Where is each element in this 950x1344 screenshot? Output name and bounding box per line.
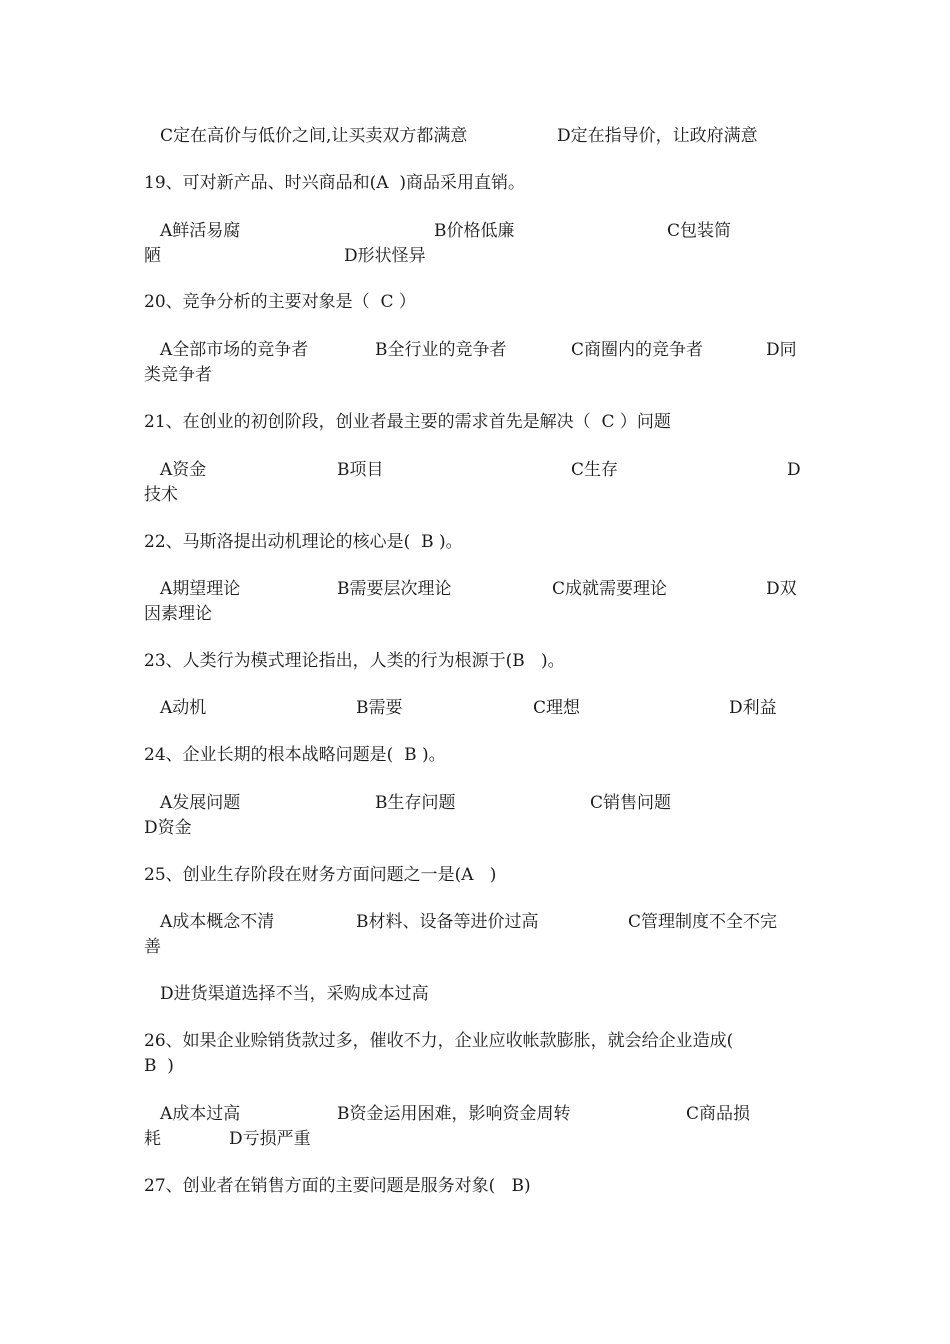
q26-question: 26、如果企业赊销货款过多，催收不力，企业应收帐款膨胀，就会给企业造成( xyxy=(144,1031,734,1051)
q19-option-a: A鲜活易腐 xyxy=(160,221,241,241)
q24-option-c: C销售问题 xyxy=(590,793,672,813)
q20-option-a: A全部市场的竞争者 xyxy=(160,340,309,360)
q20-option-b: B全行业的竞争者 xyxy=(375,340,507,360)
q21-option-c: C生存 xyxy=(571,460,619,480)
q21-option-a: A资金 xyxy=(160,460,207,480)
q26-option-b: B资金运用困难，影响资金周转 xyxy=(337,1104,571,1124)
q18-option-c: C定在高价与低价之间,让买卖双方都满意 xyxy=(160,126,468,146)
q20-option-d: D同 xyxy=(766,340,797,360)
q22-option-c: C成就需要理论 xyxy=(552,579,668,599)
q21-option-d: D xyxy=(787,460,801,480)
q20-option-d-wrap: 类竞争者 xyxy=(144,365,212,385)
q26-option-c: C商品损 xyxy=(686,1104,751,1124)
q23-option-d: D利益 xyxy=(729,698,777,718)
q20-option-c: C商圈内的竞争者 xyxy=(571,340,704,360)
q25-option-c: C管理制度不全不完 xyxy=(628,912,778,932)
q23-question: 23、人类行为模式理论指出，人类的行为根源于(B )。 xyxy=(144,651,565,671)
q23-option-b: B需要 xyxy=(356,698,403,718)
q19-option-b: B价格低廉 xyxy=(434,221,515,241)
q26-option-d: D亏损严重 xyxy=(229,1129,311,1149)
q25-option-a: A成本概念不清 xyxy=(160,912,275,932)
q19-option-c: C包装简 xyxy=(667,221,732,241)
q22-option-b: B需要层次理论 xyxy=(337,579,452,599)
q26-option-a: A成本过高 xyxy=(160,1104,241,1124)
q21-question: 21、在创业的初创阶段，创业者最主要的需求首先是解决（ C ）问题 xyxy=(144,412,671,432)
q19-question: 19、可对新产品、时兴商品和(A )商品采用直销。 xyxy=(144,173,525,193)
q26-question-wrap: B ) xyxy=(144,1056,174,1076)
q22-question: 22、马斯洛提出动机理论的核心是( B )。 xyxy=(144,532,463,552)
q24-option-b: B生存问题 xyxy=(375,793,456,813)
q22-option-d: D双 xyxy=(766,579,797,599)
q20-question: 20、竞争分析的主要对象是（ C ） xyxy=(144,292,416,312)
q22-option-d-wrap: 因素理论 xyxy=(144,604,212,624)
q23-option-a: A动机 xyxy=(160,698,207,718)
q18-option-d: D定在指导价，让政府满意 xyxy=(557,126,758,146)
q25-question: 25、创业生存阶段在财务方面问题之一是(A ) xyxy=(144,865,497,885)
q19-option-c-wrap: 陋 xyxy=(144,246,161,266)
q24-question: 24、企业长期的根本战略问题是( B )。 xyxy=(144,745,446,765)
q27-question: 27、创业者在销售方面的主要问题是服务对象( B) xyxy=(144,1176,531,1196)
q24-option-d: D资金 xyxy=(144,818,192,838)
q21-option-b: B项目 xyxy=(337,460,384,480)
q22-option-a: A期望理论 xyxy=(160,579,241,599)
q23-option-c: C理想 xyxy=(533,698,581,718)
q24-option-a: A发展问题 xyxy=(160,793,241,813)
q25-option-c-wrap: 善 xyxy=(144,937,161,957)
q26-option-c-wrap: 耗 xyxy=(144,1129,161,1149)
q25-option-b: B材料、设备等进价过高 xyxy=(356,912,539,932)
q19-option-d: D形状怪异 xyxy=(344,246,426,266)
q21-option-d-wrap: 技术 xyxy=(144,485,178,505)
q25-option-d: D进货渠道选择不当，采购成本过高 xyxy=(160,984,429,1004)
